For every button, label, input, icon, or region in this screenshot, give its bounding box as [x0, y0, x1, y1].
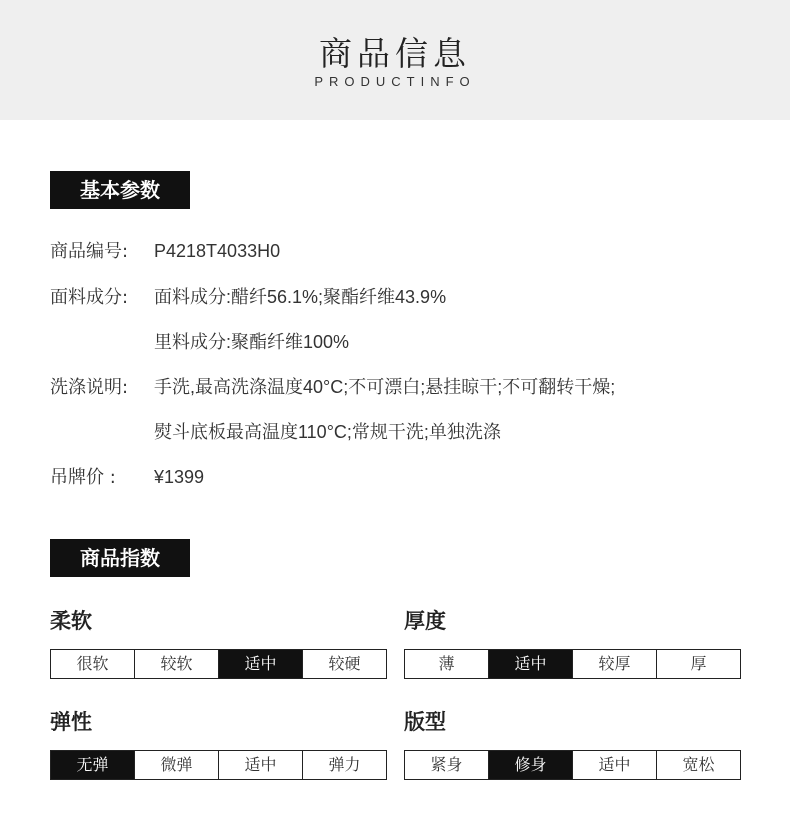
product-code-row — [50, 237, 280, 263]
softness-option: 很软 — [76, 654, 109, 673]
elasticity-scale — [50, 750, 387, 780]
thickness-option: 较厚 — [572, 650, 656, 678]
elasticity-option: 适中 — [218, 751, 302, 779]
header-subtitle: PRODUCTINFO — [314, 74, 476, 89]
fit-option: 宽松 — [656, 751, 740, 779]
header-title: 商品信息 — [319, 34, 471, 73]
thickness-option: 适中 — [488, 650, 572, 678]
fit-title: 版型 — [404, 710, 446, 734]
material-label: 面料成分: — [50, 287, 129, 308]
wash-row-2 — [154, 418, 501, 444]
softness-option: 较软 — [134, 650, 218, 678]
softness-option: 适中 — [218, 650, 302, 678]
elasticity-option: 弹力 — [302, 751, 386, 779]
thickness-title: 厚度 — [404, 609, 446, 633]
product-code-label: 商品编号: — [50, 241, 129, 262]
softness-title: 柔软 — [50, 609, 92, 633]
material-row — [50, 283, 446, 309]
wash-label: 洗涤说明: — [50, 377, 129, 398]
fit-option: 适中 — [572, 751, 656, 779]
thickness-option: 厚 — [656, 650, 740, 678]
price-value: ¥1399 — [154, 467, 205, 487]
elasticity-option: 微弹 — [134, 751, 218, 779]
wash-line-2: 熨斗底板最高温度110°C;常规干洗;单独洗涤 — [154, 422, 501, 442]
wash-line-1: 手洗,最高洗涤温度40°C;不可漂白;悬挂晾干;不可翻转干燥; — [154, 377, 616, 397]
product-index-tag: 商品指数 — [50, 539, 190, 577]
elasticity-option: 无弹 — [51, 751, 134, 779]
thickness-option: 薄 — [438, 654, 455, 673]
material-line-2: 里料成分:聚酯纤维100% — [154, 332, 350, 352]
fit-scale — [404, 750, 741, 780]
softness-scale — [50, 649, 387, 679]
thickness-scale — [404, 649, 741, 679]
elasticity-title: 弹性 — [50, 710, 92, 734]
fit-option: 修身 — [488, 751, 572, 779]
basic-params-tag: 基本参数 — [50, 171, 190, 209]
page-header — [0, 0, 790, 120]
material-row-2 — [154, 328, 349, 354]
price-row — [50, 463, 204, 489]
material-line-1: 面料成分:醋纤56.1%;聚酯纤维43.9% — [154, 287, 447, 307]
softness-option: 较硬 — [302, 650, 386, 678]
wash-row — [50, 373, 615, 399]
product-code-value: P4218T4033H0 — [154, 241, 281, 261]
price-label: 吊牌价 : — [50, 467, 116, 488]
fit-option: 紧身 — [430, 755, 463, 774]
